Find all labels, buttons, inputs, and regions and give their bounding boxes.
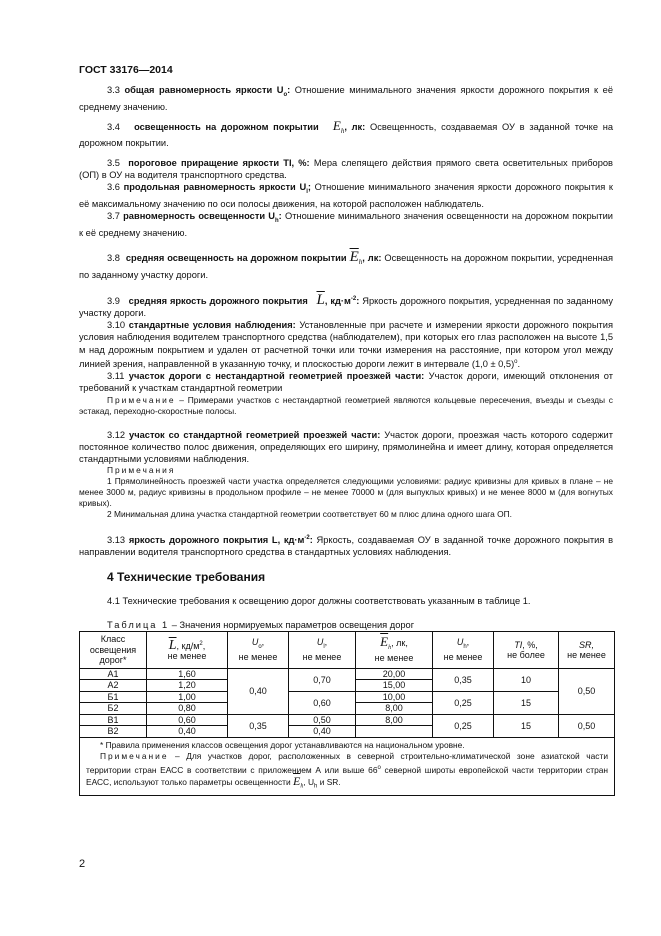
clause-3-10: 3.10 стандартные условия наблюдения: Установленные при расчете и измерении яркости дорожного покрытия условия наблюдения водителем транспортного средства (наблюдателем), при которых его глаз расположен на высоте 1,5 м над дорожным покрытием и удален от расчетной точки или точки измерения на расстояние, при котором угол между линией зрения, направленной в указанную точку, и плоскостью дороги лежит в интервале $(1,0 \pm 0,5)^о$. [79,320,614,369]
cell-class: А2 [80,680,147,692]
note-3-12-2: 2 Минимальная длина участка стандартной геометрии соответствует 60 м плюс длина одного шага ОП. [107,509,512,520]
clause-3-13: 3.13 яркость дорожного покрытия L, $кд\cdot м^{-2}$: Яркость, создаваемая ОУ в заданной точке дорожного покрытия в направлении водителя транспортного средства в стандартных условиях наблюдения. [79,535,614,558]
clause-3-7: 3.7 равномерность освещенности $U_h$: Отношение минимального значения освещенности на дорожном покрытии к её среднему значению. [79,211,613,239]
cell-SR: 0,50 [559,668,615,714]
cell-E: 10,00 [356,691,433,703]
clause-3-11: 3.11 участок дороги с нестандартной геометрией проезжей части: Участок дороги, имеющий отклонения от требований к участкам стандартной геометрии [79,371,613,394]
cell-TI: 10 [494,668,559,691]
cell-E: 15,00 [356,680,433,692]
cell-L: 1,00 [147,691,228,703]
cell-class: Б2 [80,703,147,715]
cell-L: 0,40 [147,726,228,738]
cell-Ul: 0,50 [289,714,356,726]
cell-L: 0,60 [147,714,228,726]
clause-3-4: 3.4 освещенность на дорожном покрытии $E_h$, лк: Освещенность, создаваемая ОУ в заданной точке на дорожном покрытии. [79,118,614,149]
th-Ul: $U_l$, не менее [289,632,356,669]
cell-E: 20,00 [356,668,433,680]
cell-SR: 0,50 [559,714,615,737]
cell-Uh: 0,35 [433,668,494,691]
th-class: Класс освещения дорог* [80,632,147,669]
table-header-row [80,632,615,669]
cell-Uo: 0,35 [228,714,289,737]
th-TI: TI, %, не более [494,632,559,669]
cell-Ul: 0,60 [289,691,356,714]
footnote-star: * Правила применения классов освещения дорог устанавливаются на национальном уровне. [100,739,465,750]
note-3-12-1: 1 Прямолинейность проезжей части участка определяется следующими условиями: радиус кривизны для кривых в плане – не менее 3000 м, радиус кривизны в продольном профиле – не менее 70000 м (для выпуклых кривых) и не менее 8000 м (для вогнутых кривых). [79,476,613,509]
cell-E: 8,00 [356,703,433,715]
clause-4-1: 4.1 Технические требования к освещению дорог должны соответствовать указанным в таблице 1. [107,595,531,606]
cell-L: 0,80 [147,703,228,715]
clause-3-8: 3.8 средняя освещенность на дорожном покрытии $\overline{E}_h$, лк: Освещенность на дорожном покрытии, усредненная по заданному участку дороги. [79,249,613,280]
notes-3-12-label: Примечания [107,465,176,476]
table-row [80,691,615,703]
section-4-title: 4 Технические требования [107,569,266,584]
clause-3-12: 3.12 участок со стандартной геометрией проезжей части: Участок дороги, проезжая часть которого содержит постоянное количество полос движения, определяющих его ширину, прямолинейна и имеет длину, которая определяется стандартными условиями наблюдения. [79,429,613,464]
clause-3-3: 3.3 общая равномерность яркости $U_o$: Отношение минимального значения яркости дорожного покрытия к её среднему значению. [79,85,613,113]
th-Uh: $U_h$, не менее [433,632,494,669]
cell-class: А1 [80,668,147,680]
document-body [79,84,613,796]
requirements-table [79,631,615,796]
cell-TI: 15 [494,714,559,737]
cell-L: 1,20 [147,680,228,692]
th-L: $\overline{L}$, $кд/м^2$, не менее [147,632,228,669]
clause-3-6: 3.6 продольная равномерность яркости $U_l$; Отношение минимального значения яркости дорожного покрытия к её максимальному значению по оси полосы движения, на которой расположен наблюдатель. [79,181,613,209]
table-footnote-row [80,737,615,795]
document-header: ГОСТ 33176—2014 [79,64,173,76]
cell-Ul: 0,40 [289,726,356,738]
note-3-11: Примечание – Примерами участков с нестандартной геометрией являются кольцевые пересечения, въезды и съезды с эстакад, переходно-скоростные полосы. [79,394,613,416]
table-row [80,714,615,726]
cell-class: В2 [80,726,147,738]
table-row [80,668,615,680]
cell-class: Б1 [80,691,147,703]
table-footnote [80,737,615,795]
th-SR: SR, не менее [559,632,615,669]
cell-Uo: 0,40 [228,668,289,714]
cell-E [356,726,433,738]
th-E: $\overline{E}_h$, лк, не менее [356,632,433,669]
table-caption: Таблица 1 – Значения нормируемых параметров освещения дорог [107,620,415,631]
cell-Uh: 0,25 [433,714,494,737]
cell-Ul: 0,70 [289,668,356,691]
cell-TI: 15 [494,691,559,714]
th-Uo: $U_o$, не менее [228,632,289,669]
cell-Uh: 0,25 [433,691,494,714]
cell-class: В1 [80,714,147,726]
cell-E: 8,00 [356,714,433,726]
page-number: 2 [79,858,86,870]
clause-3-5: 3.5 пороговое приращение яркости TI, %: Мера слепящего действия прямого света осветительных приборов (ОП) в ОУ на водителя транспортного средства. [79,157,613,180]
cell-L: 1,60 [147,668,228,680]
footnote-note: Примечание – Для участков дорог, расположенных в северной строительно-климатической зоне азиатской части территории стран ЕАСС в соответствии с приложением А или выше $66^о$ северной широты европейской части территории стран ЕАСС, используют только параметры освещенности $\overline{E}_h$, $U_h$ и SR. [86,751,609,790]
clause-3-9: 3.9 средняя яркость дорожного покрытия $\overline{L}$, $кд\cdot м^{-2}$: Яркость дорожного покрытия, усредненная по заданному участку дороги. [79,291,613,319]
